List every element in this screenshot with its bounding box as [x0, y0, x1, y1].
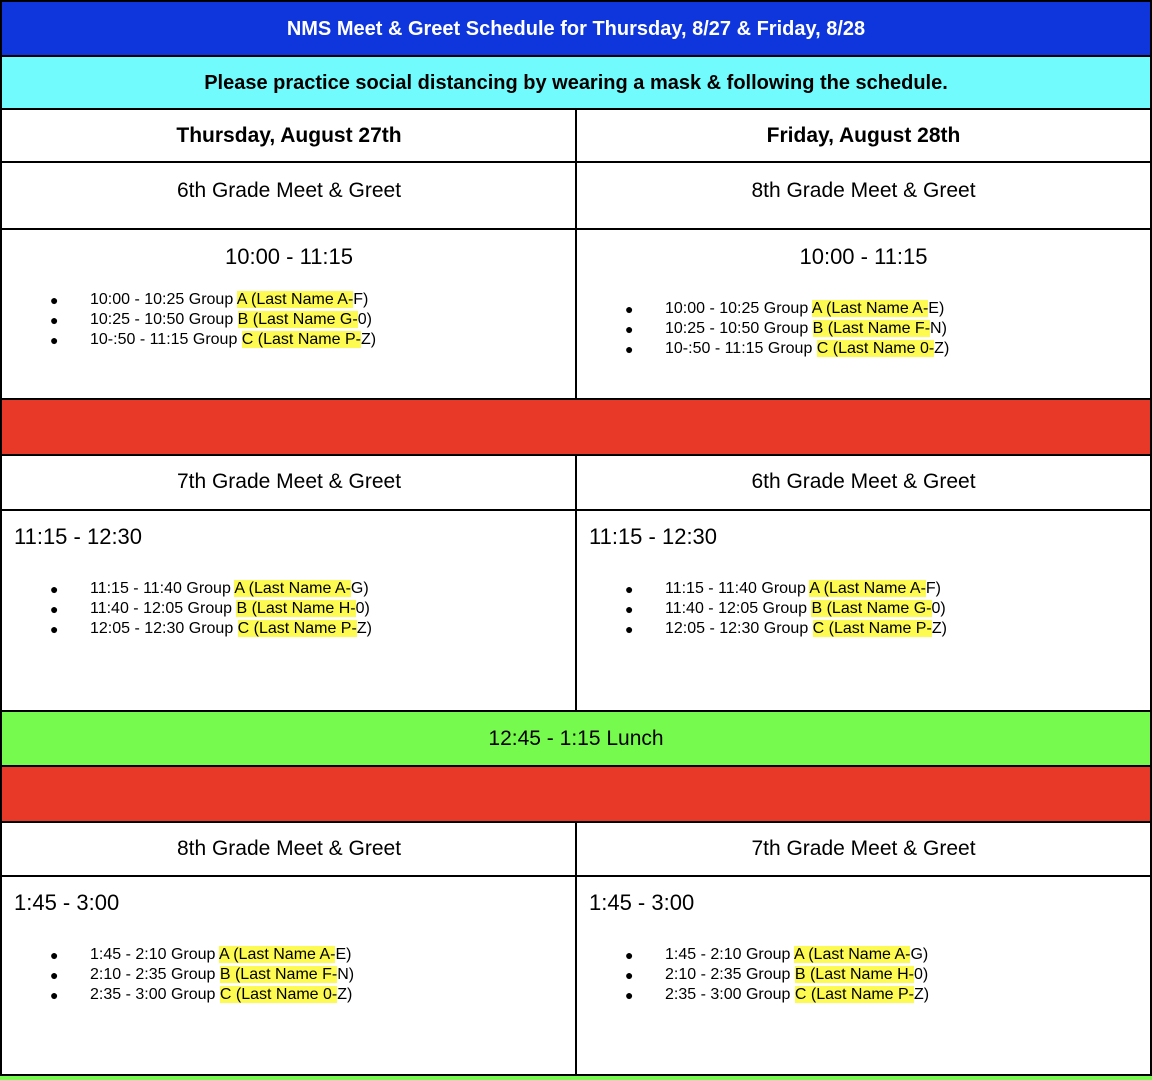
group-letter: B — [237, 311, 249, 328]
last-name-end: E) — [928, 300, 945, 317]
highlighted-group-label — [811, 600, 931, 617]
last-name-end: Z) — [931, 620, 947, 637]
bullet-icon: ● — [50, 332, 59, 348]
group-item — [577, 965, 929, 985]
group-letter: A — [218, 946, 229, 963]
group-letter: C — [794, 986, 807, 1003]
highlighted-group-label — [794, 946, 911, 963]
bullet-icon: ● — [50, 987, 59, 1003]
group-item — [2, 619, 372, 639]
group-time: 2:10 - 2:35 Group — [665, 966, 795, 983]
group-list — [577, 945, 929, 1005]
group-item — [577, 579, 947, 599]
highlighted-group-label — [237, 291, 354, 308]
bullet-icon: ● — [625, 621, 634, 637]
bullet-icon: ● — [625, 947, 634, 963]
group-time: 2:10 - 2:35 Group — [90, 966, 220, 983]
group-item — [2, 599, 372, 619]
last-name-range: (Last Name P- — [253, 331, 361, 348]
group-time: 10-:50 - 11:15 Group — [665, 340, 817, 357]
grade-cell: 6th Grade Meet & Greet — [0, 161, 576, 229]
group-item — [577, 299, 949, 319]
time-slot-cell — [575, 509, 1152, 711]
bullet-icon: ● — [50, 601, 59, 617]
highlighted-group-label — [795, 966, 914, 983]
bullet-icon: ● — [50, 292, 59, 308]
group-item — [2, 290, 376, 310]
last-name-range: (Last Name F- — [230, 966, 338, 983]
group-item — [577, 339, 949, 359]
group-item — [2, 945, 354, 965]
last-name-range: (Last Name A- — [244, 580, 351, 597]
group-letter: C — [241, 331, 254, 348]
group-letter: A — [234, 580, 245, 597]
last-name-range: (Last Name G- — [248, 311, 358, 328]
grade-cell: 7th Grade Meet & Greet — [575, 821, 1152, 876]
group-time: 1:45 - 2:10 Group — [90, 946, 219, 963]
group-letter: A — [809, 580, 820, 597]
group-time: 1:45 - 2:10 Group — [665, 946, 794, 963]
bullet-icon: ● — [625, 321, 634, 337]
day-header-thursday: Thursday, August 27th — [0, 108, 576, 162]
group-time: 10:25 - 10:50 Group — [665, 320, 813, 337]
group-time: 2:35 - 3:00 Group — [90, 986, 220, 1003]
schedule-title: NMS Meet & Greet Schedule for Thursday, 8/27 & Friday, 8/28 — [0, 0, 1152, 56]
bullet-icon: ● — [50, 947, 59, 963]
last-name-end: 0) — [914, 966, 929, 983]
group-letter: C — [237, 620, 250, 637]
bullet-icon: ● — [625, 581, 634, 597]
group-time: 10:25 - 10:50 Group — [90, 311, 238, 328]
group-time: 2:35 - 3:00 Group — [665, 986, 795, 1003]
group-item — [577, 319, 949, 339]
highlighted-group-label — [238, 311, 358, 328]
group-item — [577, 599, 947, 619]
last-name-range: (Last Name F- — [823, 320, 931, 337]
last-name-end: N) — [930, 320, 947, 337]
group-item — [2, 985, 354, 1005]
time-slot-cell — [0, 509, 576, 711]
group-letter: A — [811, 300, 822, 317]
group-item — [577, 985, 929, 1005]
grade-cell: 8th Grade Meet & Greet — [575, 161, 1152, 229]
last-name-range: (Last Name H- — [805, 966, 914, 983]
highlighted-group-label — [219, 946, 336, 963]
distancing-notice: Please practice social distancing by wearing a mask & following the schedule. — [0, 55, 1152, 109]
bullet-icon: ● — [50, 967, 59, 983]
last-name-end: 0) — [355, 600, 370, 617]
last-name-range: (Last Name P- — [249, 620, 357, 637]
group-letter: C — [816, 340, 829, 357]
last-name-end: N) — [337, 966, 355, 983]
last-name-end: F) — [353, 291, 369, 308]
last-name-end: Z) — [356, 620, 372, 637]
group-item — [2, 965, 354, 985]
group-letter: B — [219, 966, 231, 983]
group-list — [2, 945, 354, 1005]
time-range: 10:00 - 11:15 — [224, 244, 354, 269]
last-name-range: (Last Name 0- — [231, 986, 338, 1003]
last-name-range: (Last Name G- — [822, 600, 932, 617]
last-name-range: (Last Name P- — [806, 986, 915, 1003]
time-range: 1:45 - 3:00 — [14, 890, 120, 915]
bullet-icon: ● — [625, 967, 634, 983]
group-letter: B — [811, 600, 823, 617]
last-name-range: (Last Name A- — [821, 300, 929, 317]
group-time: 10-:50 - 11:15 Group — [90, 331, 242, 348]
highlighted-group-label — [795, 986, 914, 1003]
highlighted-group-label — [238, 620, 357, 637]
last-name-range: (Last Name A- — [803, 946, 911, 963]
grade-cell: 7th Grade Meet & Greet — [0, 454, 576, 510]
highlighted-group-label — [220, 966, 337, 983]
group-list — [2, 579, 372, 639]
break-bar — [0, 398, 1152, 455]
last-name-end: Z) — [360, 331, 377, 348]
group-list — [2, 290, 376, 350]
highlighted-group-label — [236, 600, 355, 617]
last-name-range: (Last Name A- — [246, 291, 354, 308]
last-name-end: Z) — [914, 986, 930, 1003]
bottom-lunch-strip — [0, 1076, 1152, 1080]
group-letter: C — [812, 620, 825, 637]
group-letter: A — [236, 291, 247, 308]
highlighted-group-label — [813, 620, 932, 637]
group-item — [2, 310, 376, 330]
group-item — [577, 619, 947, 639]
time-range: 11:15 - 12:30 — [589, 524, 718, 549]
time-range: 1:45 - 3:00 — [589, 890, 695, 915]
last-name-end: 0) — [357, 311, 372, 328]
group-item — [577, 945, 929, 965]
last-name-range: (Last Name H- — [247, 600, 356, 617]
time-slot-cell — [575, 228, 1152, 399]
group-letter: B — [794, 966, 806, 983]
highlighted-group-label — [812, 300, 929, 317]
group-time: 11:15 - 11:40 Group — [90, 580, 235, 597]
group-time: 10:00 - 10:25 Group — [665, 300, 812, 317]
last-name-range: (Last Name P- — [824, 620, 932, 637]
last-name-range: (Last Name A- — [819, 580, 926, 597]
bullet-icon: ● — [50, 581, 59, 597]
group-time: 10:00 - 10:25 Group — [90, 291, 237, 308]
last-name-end: Z) — [337, 986, 353, 1003]
lunch-bar: 12:45 - 1:15 Lunch — [0, 710, 1152, 766]
group-letter: C — [219, 986, 232, 1003]
highlighted-group-label — [817, 340, 934, 357]
time-slot-cell — [0, 228, 576, 399]
group-time: 12:05 - 12:30 Group — [665, 620, 813, 637]
grade-cell: 6th Grade Meet & Greet — [575, 454, 1152, 510]
bullet-icon: ● — [625, 341, 634, 357]
bullet-icon: ● — [625, 987, 634, 1003]
time-slot-cell — [0, 875, 576, 1076]
last-name-end: G) — [910, 946, 929, 963]
bullet-icon: ● — [625, 301, 634, 317]
time-range: 11:15 - 12:30 — [14, 524, 143, 549]
day-header-friday: Friday, August 28th — [575, 108, 1152, 162]
bullet-icon: ● — [625, 601, 634, 617]
last-name-end: Z) — [934, 340, 950, 357]
highlighted-group-label — [813, 320, 930, 337]
last-name-range: (Last Name A- — [228, 946, 336, 963]
group-item — [2, 579, 372, 599]
group-letter: B — [812, 320, 824, 337]
highlighted-group-label — [242, 331, 361, 348]
group-time: 11:40 - 12:05 Group — [665, 600, 812, 617]
group-list — [577, 579, 947, 639]
group-item — [2, 330, 376, 350]
break-bar — [0, 765, 1152, 822]
last-name-end: E) — [335, 946, 352, 963]
group-time: 11:40 - 12:05 Group — [90, 600, 237, 617]
time-slot-cell — [575, 875, 1152, 1076]
group-time: 12:05 - 12:30 Group — [90, 620, 238, 637]
last-name-end: G) — [350, 580, 369, 597]
grade-cell: 8th Grade Meet & Greet — [0, 821, 576, 876]
last-name-end: F) — [925, 580, 942, 597]
group-list — [577, 299, 949, 359]
group-letter: A — [793, 946, 804, 963]
group-letter: B — [236, 600, 248, 617]
highlighted-group-label — [234, 580, 351, 597]
last-name-end: 0) — [931, 600, 946, 617]
bullet-icon: ● — [50, 312, 59, 328]
highlighted-group-label — [220, 986, 337, 1003]
time-range: 10:00 - 11:15 — [799, 244, 928, 269]
bullet-icon: ● — [50, 621, 59, 637]
last-name-range: (Last Name 0- — [828, 340, 935, 357]
highlighted-group-label — [809, 580, 926, 597]
group-time: 11:15 - 11:40 Group — [665, 580, 810, 597]
